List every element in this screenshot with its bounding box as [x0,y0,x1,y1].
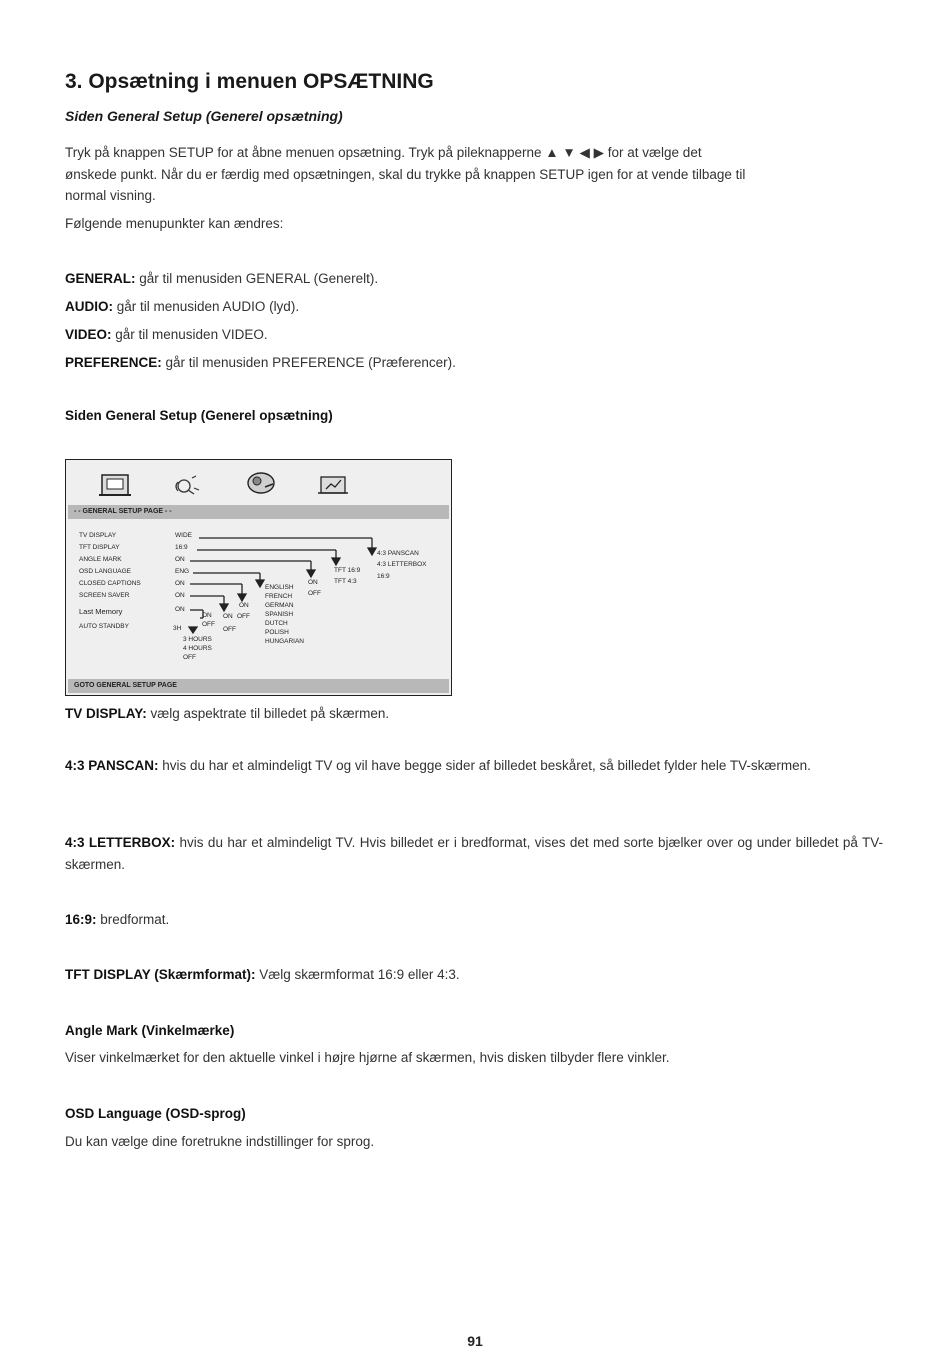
row-value: 3H [173,625,182,632]
standby-option: 4 HOURS [183,645,212,652]
language-option: FRENCH [265,593,293,600]
memory-option: ON [202,612,212,619]
def-letterbox: 4:3 LETTERBOX: hvis du har et almindeligt TV. Hvis billedet er i bredformat, vises det med sorte bjælker over og under billedet på TV-skærmen. [65,835,883,872]
angle-title: Angle Mark (Vinkelmærke) [65,1023,235,1038]
row-label: Last Memory [79,607,123,616]
row-label: OSD LANGUAGE [79,568,132,575]
row-value: ON [175,556,185,563]
menu-items-list [65,265,883,377]
intro-line: ønskede punkt. Når du er færdig med opsætningen, skal du trykke på knappen SETUP igen for at vende tilbage til [65,166,746,182]
diagram-footer-bar: GOTO GENERAL SETUP PAGE [68,679,449,693]
language-option: DUTCH [265,620,288,627]
page-number: 91 [467,1333,483,1349]
subheading: Siden General Setup (Generel opsætning) [65,108,343,124]
osd-title: OSD Language (OSD-sprog) [65,1106,246,1121]
intro-line: normal visning. [65,188,156,203]
menu-item-video: VIDEO: går til menusiden VIDEO. [65,327,268,342]
tv-option: 16:9 [377,573,390,580]
cc-option: ON [239,602,249,609]
def-panscan: 4:3 PANSCAN: hvis du har et almindeligt TV og vil have begge sider af billedet beskåret, så billedet fylder hele TV-skærmen. [65,758,811,773]
intro-paragraph [65,142,883,234]
def-tft-display: TFT DISPLAY (Skærmformat): Vælg skærmformat 16:9 eller 4:3. [65,967,460,982]
row-label: SCREEN SAVER [79,592,130,599]
following-label: Følgende menupunkter kan ændres: [65,215,284,231]
row-value: WIDE [175,532,192,539]
setup-menu-diagram [65,459,452,696]
menu-item-general: GENERAL: går til menusiden GENERAL (Generelt). [65,271,379,286]
osd-text: Du kan vælge dine foretrukne indstillinger for sprog. [65,1134,375,1149]
language-option: HUNGARIAN [265,638,305,645]
section-title: Siden General Setup (Generel opsætning) [65,408,333,423]
menu-item-preference: PREFERENCE: går til menusiden PREFERENCE (Præferencer). [65,355,456,370]
intro-line: Tryk på knappen SETUP for at åbne menuen opsætning. Tryk på pileknapperne ▲ ▼ ◀ ▶ for at vælge det [65,145,702,160]
angle-option: OFF [308,590,321,597]
row-label: TFT DISPLAY [79,544,120,551]
row-value: ENG [175,568,190,575]
tv-option: 4:3 LETTERBOX [377,561,427,568]
row-label: TV DISPLAY [79,532,117,539]
memory-option: OFF [202,621,215,628]
language-option: SPANISH [265,611,294,618]
language-option: ENGLISH [265,584,294,591]
standby-option: OFF [183,654,196,661]
row-value: 16:9 [175,544,188,551]
angle-text: Viser vinkelmærket for den aktuelle vinkel i højre hjørne af skærmen, hvis disken tilbyder flere vinkler. [65,1050,670,1065]
def-16-9: 16:9: bredformat. [65,912,170,927]
tft-option: TFT 4:3 [334,578,357,585]
def-tv-display: TV DISPLAY: vælg aspektrate til billedet på skærmen. [65,706,390,721]
saver-option: OFF [223,626,236,633]
row-label: ANGLE MARK [79,556,122,563]
language-option: GERMAN [265,602,294,609]
saver-option: ON [223,613,233,620]
page-title: 3. Opsætning i menuen OPSÆTNING [65,70,434,93]
row-value: ON [175,592,185,599]
row-value: ON [175,580,185,587]
tv-option: 4:3 PANSCAN [377,550,419,557]
cc-option: OFF [237,613,250,620]
connector-lines [66,460,450,697]
tft-option: TFT 16:9 [334,567,361,574]
row-label: AUTO STANDBY [79,623,129,630]
angle-option: ON [308,579,318,586]
diagram-header-bar: - - GENERAL SETUP PAGE - - [68,505,449,519]
row-label: CLOSED CAPTIONS [79,580,141,587]
standby-option: 3 HOURS [183,636,212,643]
row-value: ON [175,606,185,613]
menu-item-audio: AUDIO: går til menusiden AUDIO (lyd). [65,299,300,314]
language-option: POLISH [265,629,289,636]
